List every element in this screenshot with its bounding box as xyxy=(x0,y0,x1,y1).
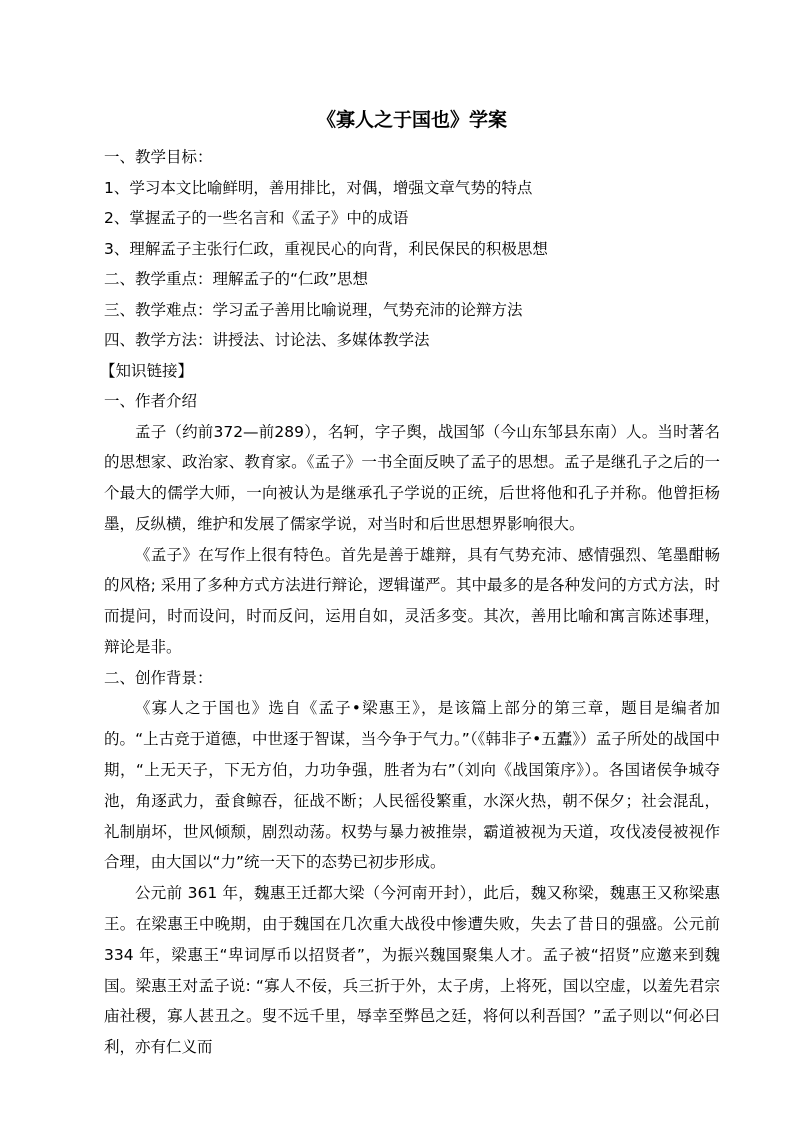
background-heading: 二、创作背景： xyxy=(104,668,213,687)
author-paragraph: 《孟子》在写作上很有特色。首先是善于雄辩，具有气势充沛、感情强烈、笔墨酣畅的风格; 采用了多种方式方法进行辩论，逻辑谨严。其中最多的是各种发问的方式方法，时而提问，时而设问，时而反问，运用自如，灵活多变。其次，善用比喻和寓言陈述事理，辩论是非。 xyxy=(104,545,720,657)
key-point-line: 二、教学重点：理解孟子的“仁政”思想 xyxy=(104,270,369,288)
objective-item: 3、理解孟子主张行仁政，重视民心的向背，利民保民的积极思想 xyxy=(104,239,548,258)
objective-item: 1、学习本文比喻鲜明，善用排比，对偶，增强文章气势的特点 xyxy=(104,178,533,197)
knowledge-link-heading: 【知识链接】 xyxy=(100,361,194,380)
background-paragraph: 《寡人之于国也》选自《孟子•梁惠王》，是该篇上部分的第三章，题目是编者加的。“上古竞于道德，中世逐于智谋，当今争于气力。”（《韩非子•五蠹》）孟子所处的战国中期，“上无天子，下无方伯，力功争强，胜者为右”（刘向《战国策序》）。各国诸侯争城夺池，角逐武力，蚕食鲸吞，征战不断；人民徭役繁重，水深火热，朝不保夕；社会混乱，礼制崩坏，世风倾颓，剧烈动荡。权势与暴力被推崇，霸道被视为天道，攻伐凌侵被视作合理，由大国以“力”统一天下的态势已初步形成。 xyxy=(104,699,720,872)
objective-item: 2、掌握孟子的一些名言和《孟子》中的成语 xyxy=(104,209,409,227)
document-body xyxy=(100,98,720,1063)
author-paragraph: 孟子（约前372—前289），名轲，字子舆，战国邹（今山东邹县东南）人。当时著名的思想家、政治家、教育家。《孟子》一书全面反映了孟子的思想。孟子是继孔子之后的一个最大的儒学大师，一向被认为是继承孔子学说的正统，后世将他和孔子并称。他曾拒杨墨，反纵横，维护和发展了儒家学说，对当时和后世思想界影响很大。 xyxy=(104,422,720,533)
difficulty-line: 三、教学难点：学习孟子善用比喻说理，气势充沛的论辩方法 xyxy=(104,300,523,319)
objectives-heading: 一、教学目标： xyxy=(104,148,213,166)
methods-line: 四、教学方法：讲授法、讨论法、多媒体教学法 xyxy=(104,331,430,349)
document-title: 《寡人之于国也》学案 xyxy=(316,109,507,131)
background-paragraph: 公元前 361 年，魏惠王迁都大梁（今河南开封），此后，魏又称梁，魏惠王又称梁惠王。在梁惠王中晚期，由于魏国在几次重大战役中惨遭失败，失去了昔日的强盛。公元前 334 年，梁惠王“卑词厚币以招贤者”，为振兴魏国聚集人才。孟子被“招贤”应邀来到魏国。梁惠王对孟子说: “寡人不佞，兵三折于外，太子虏，上将死，国以空虚，以羞先君宗庙社稷，寡人甚丑之。叟不远千里，辱幸至弊邑之廷，将何以利吾国？”孟子则以“何必曰利，亦有仁义而 xyxy=(104,884,720,1057)
author-heading: 一、作者介绍 xyxy=(104,392,198,410)
